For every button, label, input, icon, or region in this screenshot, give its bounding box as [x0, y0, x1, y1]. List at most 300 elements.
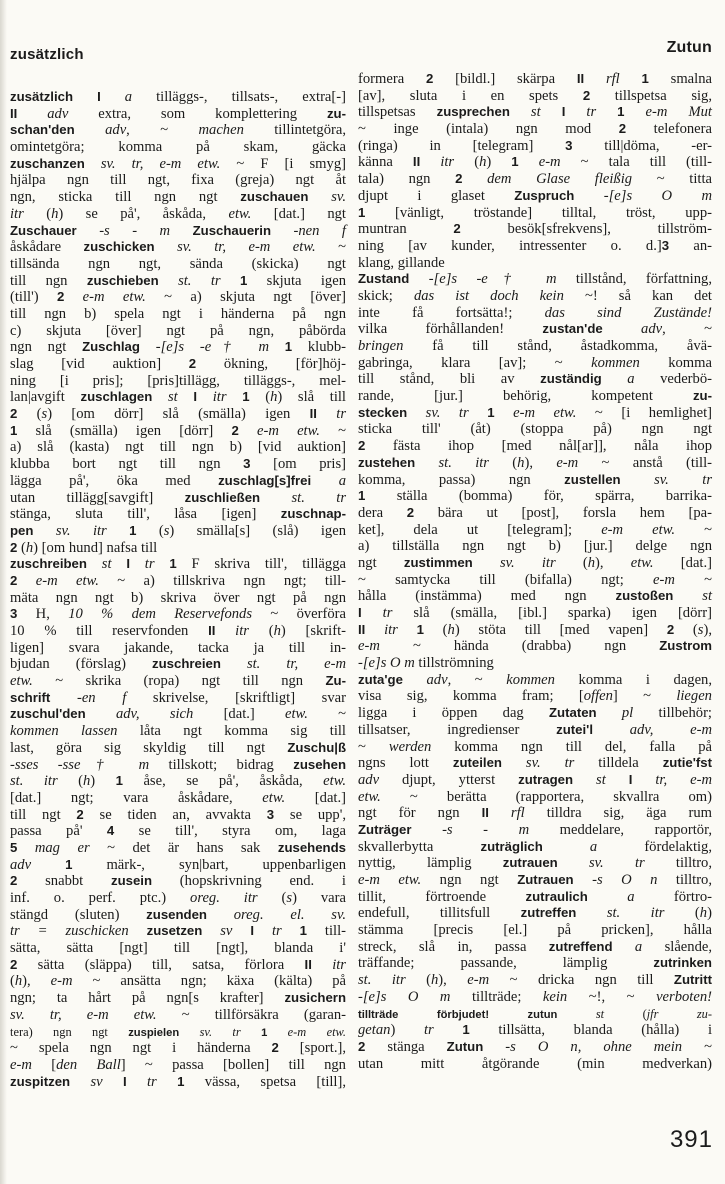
text-run: [613, 939, 635, 955]
headword: zutreffen: [520, 905, 577, 921]
right-column-line: [358, 538, 712, 555]
text-run: sticka till' (åt) (stoppa på) ngn ngt: [358, 421, 712, 438]
text-run: ) [om dörr] slå (smälla) igen: [47, 406, 310, 423]
text-run: [221, 273, 240, 289]
headword: 2: [666, 621, 675, 637]
text-run: [483, 1039, 505, 1055]
italic-term: sv. tr, e-m etw.: [100, 155, 221, 172]
text-run: ) stöta till [med vapen]: [454, 621, 667, 638]
headword: zuschlagen: [80, 389, 153, 405]
headword: II: [412, 154, 421, 170]
text-run: ~: [674, 571, 712, 588]
headword: zuträglich: [480, 838, 543, 854]
text-run: [86, 706, 116, 722]
right-column-line: [358, 872, 712, 889]
italic-term: st. itr: [358, 972, 406, 989]
italic-term: dem Glase fleißig: [487, 171, 633, 188]
italic-term: a: [634, 938, 643, 955]
left-column-line: [10, 156, 346, 173]
right-column-line: [358, 405, 712, 422]
text-run: meddelare, rapportör,: [529, 821, 712, 838]
text-run: omintetgöra; komma på skam, gäcka: [10, 139, 346, 156]
italic-term: -[e]s O m: [603, 187, 712, 204]
text-run: ligga i öppen dag: [358, 705, 549, 722]
text-run: tillbehör;: [633, 705, 712, 722]
italic-term: -s - m: [442, 821, 530, 838]
text-run: vässa, spetsa [till],: [184, 1073, 346, 1090]
left-column-line: [10, 1024, 346, 1041]
text-run: [557, 1007, 595, 1021]
text-run: , ~: [662, 321, 712, 338]
text-run: , ~: [126, 122, 199, 139]
text-run: sätta, sätta [ngt] till [ngt], blanda i': [10, 940, 346, 957]
text-run: [362, 605, 383, 621]
text-run: utan tillägg[savgift]: [10, 489, 185, 506]
text-run: [632, 772, 655, 788]
text-run: ~: [682, 1038, 712, 1055]
text-run: tillstånd, författning,: [556, 271, 712, 288]
headword: I: [250, 923, 255, 939]
right-column-line: [358, 822, 712, 839]
italic-term: st: [702, 588, 712, 605]
text-run: [31, 857, 65, 873]
italic-term: -s O n, ohne mein: [505, 1038, 683, 1055]
right-column-line: [358, 1006, 712, 1023]
right-column-line: [358, 805, 712, 822]
italic-term: h: [25, 539, 34, 556]
italic-term: e-m: [358, 638, 380, 655]
headword: 1: [177, 1073, 185, 1089]
italic-term: tr: [147, 1073, 157, 1090]
text-run: [dat.] ngt; vara åskådare,: [10, 789, 263, 806]
left-column-line: [10, 907, 346, 924]
text-run: [565, 104, 586, 120]
text-run: [vänligt, tröstande] tilltal, tröst, upp-: [365, 204, 712, 221]
right-column-line: [358, 989, 712, 1006]
italic-term: itr: [332, 956, 346, 973]
text-run: last, göra sig skyldig till ngt: [10, 739, 288, 756]
headword: zustan'de: [542, 321, 603, 337]
text-run: [603, 321, 641, 337]
text-run: ngn; ta hårt på ngn[s krafter]: [10, 990, 285, 1007]
headword: Zuschu|ß: [287, 739, 346, 755]
left-column-line: [10, 757, 346, 774]
italic-term: e-m: [467, 972, 490, 989]
right-column-line: [358, 321, 712, 338]
italic-term: sv. tr, e-m etw.: [177, 239, 316, 256]
right-column-line: [358, 705, 712, 722]
italic-term: st. tr, e-m: [246, 656, 346, 673]
text-run: fästa ihop [med nål[ar]], nåla ihop: [365, 438, 712, 455]
left-column-line: [10, 172, 346, 189]
text-run: träffande; passande, lämplig: [358, 955, 654, 972]
text-run: ~ skrika (ropa) ngt till ngn: [32, 673, 326, 690]
text-run: tilltro,: [644, 855, 713, 872]
text-run: c) skjuta [över] ngt på ngn, påbörda: [10, 322, 346, 339]
text-run: ~: [315, 239, 346, 256]
headword: zustellen: [564, 471, 621, 487]
text-run: utan mitt åtgörande (min medverkan): [358, 1055, 712, 1072]
right-column-line: [358, 221, 712, 238]
italic-term: tr: [271, 923, 282, 940]
headword: II: [309, 406, 317, 422]
running-head-first-entry: zusätzlich: [10, 46, 84, 63]
italic-term: -s - m: [99, 222, 171, 239]
left-column-line: [10, 506, 346, 523]
headword: 1: [284, 339, 293, 355]
text-run: klubb-: [292, 339, 346, 356]
text-run: ~ a) tillskriva ngn ngt; till-: [98, 572, 347, 589]
left-column-line: [10, 1057, 346, 1074]
headword: 2: [358, 438, 366, 454]
headword: Zustand: [358, 271, 410, 287]
headword: zuspielen: [128, 1026, 180, 1039]
text-run: [om pris]: [250, 456, 346, 473]
right-column-line: [358, 972, 712, 989]
text-run: [239, 423, 257, 439]
text-run: [85, 156, 101, 172]
text-run: (: [249, 389, 271, 406]
text-run: [365, 622, 384, 638]
text-run: (: [257, 890, 287, 906]
text-run: besök[sfrekvens], tillström-: [460, 221, 712, 238]
right-column-line: [358, 338, 712, 355]
text-run: ställa (bomma) för, spärra, barrika-: [365, 488, 712, 505]
italic-term: 10 % dem Reservefonds: [68, 606, 253, 623]
italic-term: sv. tr: [199, 1024, 241, 1039]
text-run: [267, 1025, 287, 1039]
text-run: (: [57, 773, 83, 790]
headword: 1: [10, 422, 18, 438]
italic-term: a: [124, 89, 133, 105]
text-run: [202, 923, 220, 939]
text-run: slag [vid auktion]: [10, 356, 189, 372]
italic-term: oreg. el. sv.: [233, 906, 346, 923]
headword: II: [10, 105, 18, 121]
text-run: (: [604, 1006, 647, 1021]
text-run: visa sig, komma fram; [: [358, 688, 584, 705]
text-run: [221, 656, 247, 672]
text-run: [462, 171, 487, 187]
text-run: tillströmning: [414, 655, 494, 672]
italic-term: adv: [641, 321, 663, 338]
text-run: skrivelse, [skriftligt] svar: [126, 689, 346, 706]
italic-term: itr: [235, 623, 249, 639]
text-run: ) [om hund] nafsa till: [33, 539, 158, 556]
italic-term: -[e]s -e† m: [155, 339, 270, 356]
italic-term: st. itr: [10, 773, 58, 790]
left-column-line: [10, 373, 346, 390]
right-column-line: [358, 905, 712, 922]
headword: zuteilen: [452, 755, 502, 771]
headword: I: [561, 104, 566, 120]
left-column-line: [10, 690, 346, 707]
right-column-line: [358, 672, 712, 689]
headword: 1: [462, 1022, 470, 1038]
text-run: sätta (släppa) till, satsa, förlora: [17, 956, 305, 973]
italic-term: h: [51, 205, 59, 222]
text-run: [17, 106, 47, 122]
left-column-line: [10, 923, 346, 940]
headword: 2: [271, 1040, 279, 1056]
italic-term: st: [530, 104, 541, 121]
left-column-line: [10, 873, 346, 890]
right-column-line: [358, 572, 712, 589]
text-run: [157, 1074, 177, 1090]
left-column-line: [10, 323, 346, 340]
left-column-line: [10, 990, 346, 1007]
left-column-line: [10, 940, 346, 957]
left-column-line: [10, 473, 346, 490]
headword: I: [628, 771, 633, 787]
italic-term: h: [447, 621, 455, 638]
left-column-line: [10, 490, 346, 507]
text-run: ): [486, 154, 512, 171]
headword: zuschnap-: [280, 506, 346, 522]
headword: 1: [129, 522, 137, 538]
headword: 2: [10, 956, 18, 972]
italic-term: h: [14, 973, 23, 990]
text-run: (: [664, 905, 700, 922]
italic-term: sv. tr: [588, 855, 645, 872]
text-run: bjudan (förslag): [10, 656, 152, 673]
italic-term: etw.: [10, 673, 33, 690]
text-run: [407, 405, 426, 421]
text-run: tillit, förtroende: [358, 888, 526, 905]
headword: Zuschlag: [82, 339, 140, 355]
italic-term: a: [627, 371, 635, 388]
left-column-line: [10, 439, 346, 456]
text-run: till ngn: [10, 272, 87, 289]
text-run: tilldela: [574, 755, 663, 772]
left-column: [10, 89, 346, 1090]
headword: zusprechen: [436, 104, 510, 120]
text-run: [17, 840, 35, 856]
headword: zusetzen: [146, 923, 203, 939]
text-run: ),: [703, 621, 712, 638]
italic-term: e-m: [653, 571, 675, 588]
headword: Zustrom: [659, 638, 712, 654]
right-column-line: [358, 1056, 712, 1073]
italic-term: e-m etw.: [513, 404, 577, 421]
right-column: [358, 71, 712, 1072]
text-run: [412, 822, 443, 838]
headword: zutreffend: [548, 938, 613, 954]
text-run: stämma [precis [el.] på pricken], hålla: [358, 922, 712, 939]
text-run: a) slå (kasta) ngt till ngn b) [vid auktion]: [10, 439, 346, 456]
headword: 2: [425, 71, 434, 86]
italic-term: -[e]s O m: [358, 655, 415, 672]
text-run: till ngt: [10, 806, 77, 823]
text-run: [625, 104, 646, 120]
text-run: tillintetgöra,: [243, 122, 346, 139]
italic-term: st. tr: [178, 272, 221, 289]
headword: 1: [641, 71, 649, 86]
text-run: förtro-: [634, 888, 712, 905]
text-run: [178, 389, 194, 405]
text-run: ning [i pris]; [pris]tillägg, tilläggs-, mel-: [10, 372, 346, 389]
left-column-line: [10, 456, 346, 473]
text-run: stänga, sluta till', låsa [igen]: [10, 506, 281, 523]
text-run: tillsätta, blanda (hålla) i: [469, 1022, 712, 1039]
text-run: ~: [319, 422, 346, 439]
headword: zutragen: [518, 771, 574, 787]
text-run: få till stånd, åstadkomma, åvä-: [403, 338, 712, 354]
left-column-line: [10, 590, 346, 607]
left-column-line: [10, 223, 346, 240]
right-column-line: [358, 271, 712, 288]
text-run: [75, 122, 105, 138]
italic-term: pl: [621, 705, 634, 722]
italic-term: -nen f: [293, 222, 346, 239]
headword: 1: [65, 856, 73, 872]
text-run: tilldra sig, äga rum: [524, 805, 712, 822]
headword: zutraulich: [525, 888, 588, 904]
italic-term: h: [479, 154, 487, 171]
headword: I: [97, 89, 101, 104]
headword: 1: [169, 556, 177, 572]
left-column-line: [10, 423, 346, 440]
left-column-line: [10, 540, 346, 557]
headword: zusichern: [284, 990, 346, 1006]
text-run: (: [423, 621, 448, 638]
text-run: [541, 104, 562, 120]
text-run: [271, 223, 293, 239]
text-run: ~ tala till (till-: [560, 154, 712, 171]
left-column-line: [10, 1074, 346, 1091]
right-column-line: [358, 955, 712, 972]
text-run: [73, 89, 97, 105]
italic-term: etw.: [323, 773, 347, 790]
headword: zuschanzen: [10, 155, 85, 171]
text-run: [510, 104, 531, 120]
text-run: streck, slå in, passa: [358, 938, 549, 955]
left-column-line: [10, 1040, 346, 1057]
text-run: ~!, ~: [567, 988, 657, 1005]
text-run: ),: [524, 454, 557, 471]
headword: 2: [76, 806, 84, 822]
text-run: [70, 1074, 90, 1090]
text-run: till ngn b) spela ngt i händerna på ngn: [10, 305, 346, 322]
text-run: se upp',: [274, 806, 346, 823]
italic-term: etw.: [228, 205, 252, 222]
right-column-line: [358, 188, 712, 205]
text-run: [87, 556, 102, 572]
headword: II: [208, 623, 216, 638]
italic-term: kommen: [591, 354, 640, 371]
text-run: [av], sluta i en spets: [358, 87, 583, 104]
italic-term: tr: [586, 104, 597, 121]
text-run: ),: [595, 554, 631, 571]
headword: 2: [453, 221, 461, 237]
left-column-line: [10, 356, 346, 373]
text-run: ): [90, 773, 116, 790]
text-run: [596, 104, 617, 120]
italic-term: verboten!: [656, 988, 712, 1005]
left-column-line: [10, 790, 346, 807]
text-run: ) vara: [292, 890, 346, 906]
italic-term: a: [627, 888, 635, 905]
text-run: [312, 957, 332, 973]
italic-term: e-m etw.: [257, 422, 320, 439]
text-run: (: [674, 621, 698, 638]
text-run: dera: [358, 504, 407, 521]
text-run: tala) ngn: [358, 171, 456, 188]
text-run: tillträde;: [450, 988, 543, 1005]
italic-term: h: [699, 905, 708, 922]
headword: 3: [565, 137, 573, 153]
text-run: ~! så kan det: [563, 287, 712, 304]
text-run: tillsända ngn ngt, sända (skicka) ngt: [10, 255, 346, 272]
text-run: ~ [i hemlighet]: [576, 404, 713, 421]
text-run: ) se på', åskåda,: [58, 205, 229, 222]
headword: 2: [10, 539, 18, 555]
left-column-line: [10, 256, 346, 273]
headword: 2: [455, 171, 463, 187]
headword: 2: [582, 87, 591, 103]
headword: 1: [115, 773, 123, 789]
text-run: till stånd, bli av: [358, 371, 541, 388]
headword: zuta'ge: [358, 671, 403, 687]
text-run: ) [skrift-: [280, 623, 346, 639]
text-run: mäta ngn ngt b) skriva över ngt på ngn: [10, 589, 346, 606]
running-head-last-entry: Zutun: [666, 39, 712, 56]
text-run: ~ överföra: [252, 606, 346, 623]
text-run: [64, 289, 82, 305]
text-run: slå (smälla, [ibl.] sparka) igen [dörr]: [392, 605, 712, 621]
italic-term: den Ball: [56, 1056, 121, 1073]
text-run: (: [17, 539, 26, 556]
text-run: ] ~ passa [bollen] till ngn: [120, 1056, 346, 1073]
headword: 2: [358, 1038, 366, 1054]
text-run: ~ F [i smyg]: [220, 155, 346, 172]
headword: zutei'l: [556, 721, 593, 737]
right-column-line: [358, 739, 712, 756]
text-run: (: [10, 973, 15, 990]
italic-term: liegen: [676, 688, 712, 705]
headword: II: [481, 805, 489, 821]
text-run: ~ det är hans sak: [89, 839, 278, 856]
text-run: [502, 755, 526, 771]
text-run: H,: [17, 606, 69, 623]
text-run: komma ngn till del, falla på: [431, 738, 712, 755]
headword: II: [358, 621, 366, 637]
text-run: komma i dagen,: [554, 671, 713, 688]
text-run: [241, 1025, 261, 1039]
text-run: stänga: [365, 1038, 447, 1055]
text-run: klubba bort ngt till ngn: [10, 456, 244, 473]
italic-term: tr, e-m: [655, 771, 712, 788]
headword: 1: [261, 1026, 268, 1039]
text-run: skick;: [358, 287, 414, 304]
italic-term: oreg. itr: [190, 890, 258, 906]
italic-term: itr: [440, 154, 455, 171]
headword: 2: [618, 121, 627, 137]
text-run: [574, 872, 592, 888]
left-column-line: [10, 957, 346, 974]
text-run: (: [555, 554, 588, 571]
text-run: [227, 389, 243, 405]
italic-term: h: [82, 773, 91, 790]
text-run: [282, 923, 300, 939]
right-column-line: [358, 1022, 712, 1039]
text-run: 10 % till reservfonden: [10, 623, 209, 639]
text-run: ~ tillförsäkra (garan-: [156, 1006, 347, 1023]
headword: zutrinken: [653, 955, 712, 971]
text-run: [103, 1074, 123, 1090]
text-run: [170, 223, 192, 239]
right-column-line: [358, 288, 712, 305]
